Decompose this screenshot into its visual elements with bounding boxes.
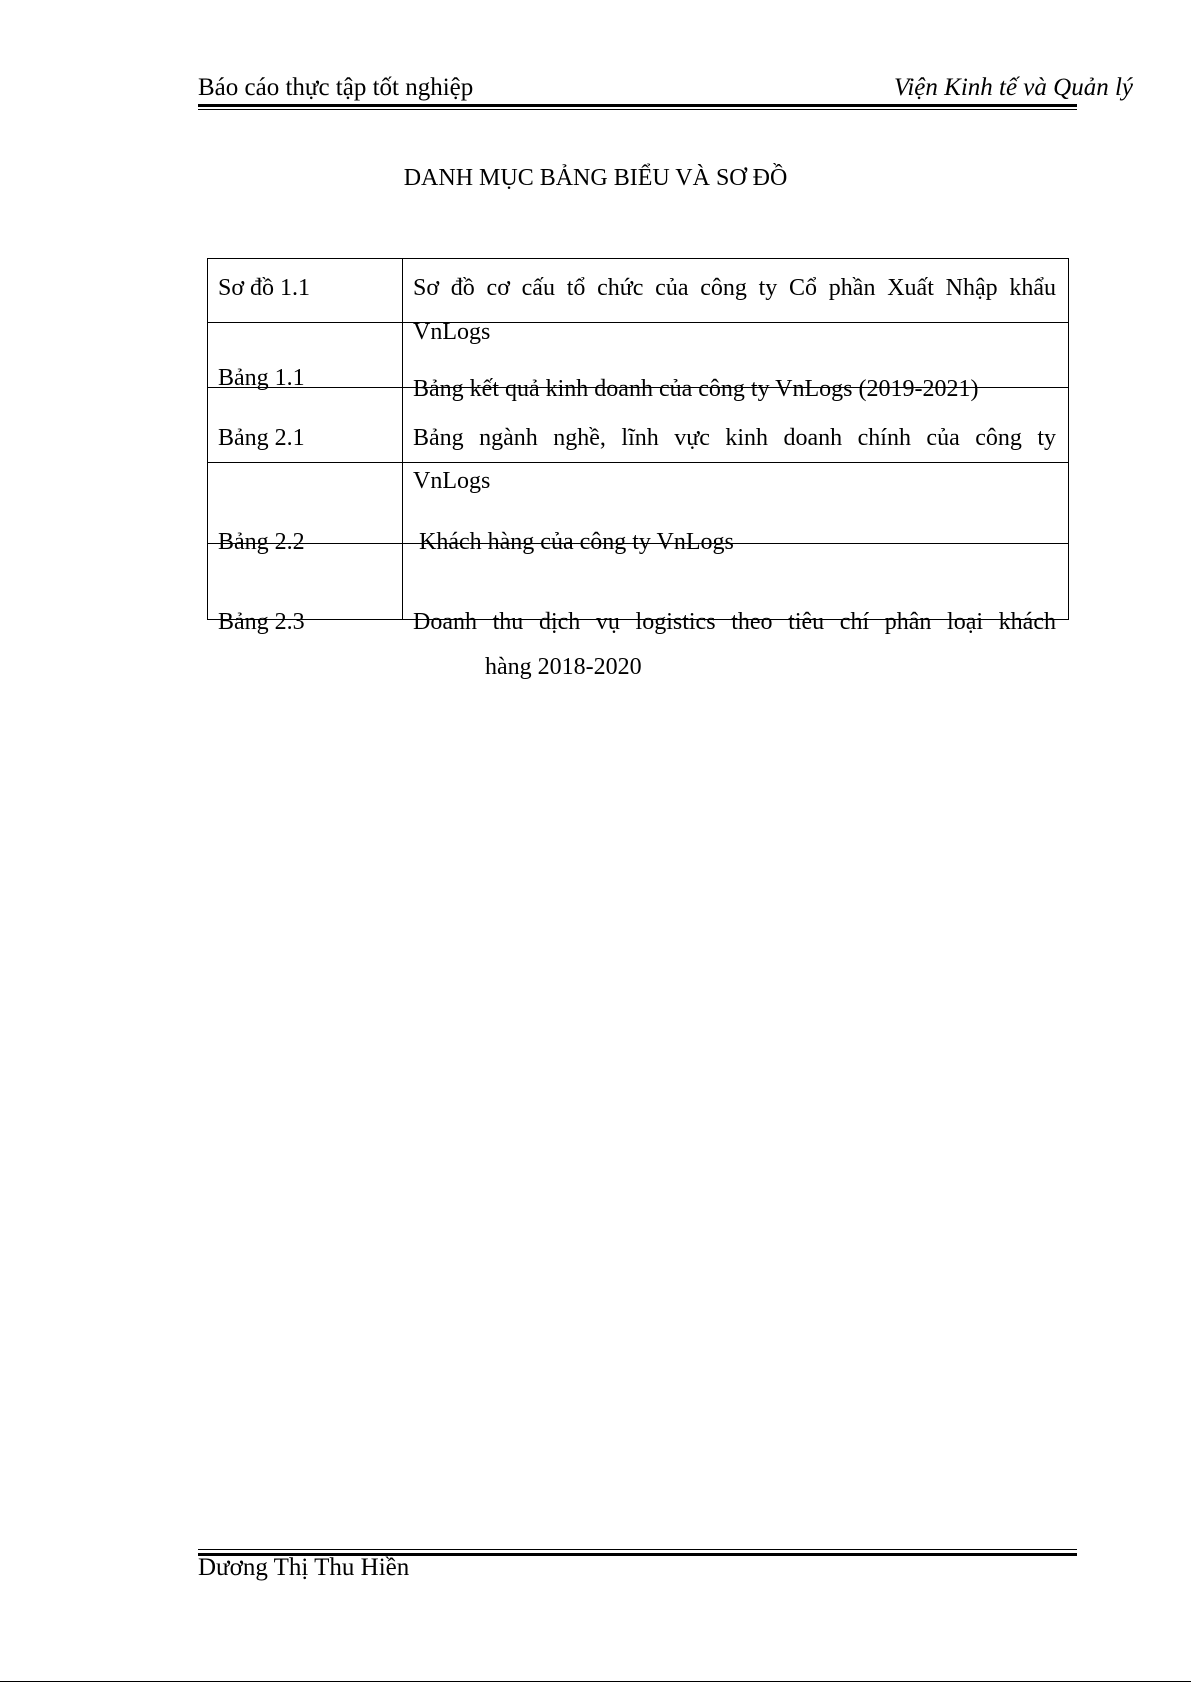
table-row-title-cont: VnLogs xyxy=(413,468,491,494)
table-row-label: Bảng 1.1 xyxy=(218,365,305,391)
table-divider xyxy=(207,322,1069,323)
table-border-left xyxy=(207,258,208,620)
table-row-title: Doanh thu dịch vụ logistics theo tiêu chí phân loại khách xyxy=(413,609,1056,635)
table-border-top xyxy=(207,258,1069,259)
table-row-label: Bảng 2.3 xyxy=(218,609,305,635)
table-row-label: Bảng 2.2 xyxy=(218,529,305,555)
table-divider xyxy=(207,462,1069,463)
table-row-title: Bảng kết quả kinh doanh của công ty VnLogs (2019-2021) xyxy=(413,376,979,402)
table-row-title-cont: hàng 2018-2020 xyxy=(485,654,642,680)
table-row-title: Khách hàng của công ty VnLogs xyxy=(419,529,734,555)
table-border-right xyxy=(1068,258,1069,620)
header-left: Báo cáo thực tập tốt nghiệp xyxy=(198,74,474,101)
page-title: DANH MỤC BẢNG BIỂU VÀ SƠ ĐỒ xyxy=(403,165,788,191)
table-row-title: Sơ đồ cơ cấu tổ chức của công ty Cổ phần Xuất Nhập khẩu xyxy=(413,275,1056,301)
footer-rule-thin xyxy=(198,1549,1077,1550)
header-right: Viện Kinh tế và Quản lý xyxy=(893,74,1133,101)
header-rule-thick xyxy=(198,104,1077,107)
table-row-label: Bảng 2.1 xyxy=(218,425,305,451)
table-column-divider xyxy=(402,258,403,620)
table-row-title-cont: VnLogs xyxy=(413,319,491,345)
page-bottom-line xyxy=(0,1681,1191,1682)
header-rule-thin xyxy=(198,109,1077,110)
table-row-label: Sơ đồ 1.1 xyxy=(218,275,311,301)
footer-author: Dương Thị Thu Hiền xyxy=(198,1554,410,1581)
table-row-title: Bảng ngành nghề, lĩnh vực kinh doanh chính của công ty xyxy=(413,425,1056,451)
